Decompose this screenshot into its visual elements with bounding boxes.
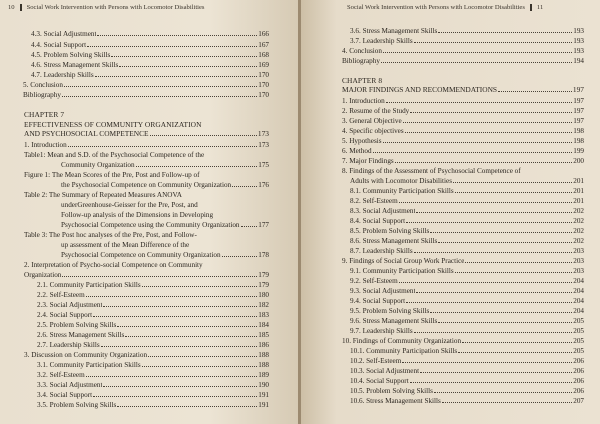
toc-entry-page: 173 [258,141,269,149]
toc-entry-page: 201 [573,177,584,185]
dot-leader [373,152,573,153]
toc-entry-page: 206 [573,387,584,395]
toc-entry-page: 166 [258,30,269,38]
toc-entry-page: 177 [258,221,269,229]
toc-entry-title: 10.1. Community Participation Skills [350,347,458,355]
toc-entry-page: 205 [573,317,584,325]
toc-entry [24,231,197,239]
toc-entry [24,130,269,138]
toc-entry-page: 202 [573,237,584,245]
toc-entry-title: 4.4. Social Support [31,41,87,49]
toc-entry [37,401,269,409]
dot-leader [416,212,572,213]
toc-entry-page: 191 [258,401,269,409]
toc-entry [350,207,584,215]
toc-entry-page: 205 [573,347,584,355]
toc-entry-title: 10.2. Self-Esteem [350,357,402,365]
toc-entry [342,97,584,105]
chapter-heading-text: EFFECTIVENESS OF COMMUNITY ORGANIZATION [24,120,202,129]
toc-entry-title: 3.6. Stress Management Skills [350,27,438,35]
toc-entry-title: Table 2: The Summary of Repeated Measures ANOVA [24,191,182,199]
toc-entry-title: underGreenhouse-Geisser for the Pre, Post, and [61,201,198,209]
toc-entry [342,47,584,55]
toc-entry-page: 206 [573,367,584,375]
dot-leader [136,166,258,167]
toc-entry [24,271,269,279]
toc-entry-page: 204 [573,297,584,305]
toc-entry-page: 188 [258,351,269,359]
left-page-number: 10 [8,4,15,12]
dot-leader [402,362,572,363]
dot-leader [414,332,573,333]
dot-leader [399,202,573,203]
toc-entry [24,261,203,269]
toc-entry-page: 180 [258,291,269,299]
dot-leader [222,256,258,257]
toc-entry-page: 186 [258,341,269,349]
chapter-heading [24,120,202,129]
toc-entry [350,357,584,365]
toc-entry-title: 9.1. Community Participation Skills [350,267,454,275]
toc-entry-title: AND PSYCHOSOCIAL COMPETENCE [24,130,149,138]
toc-entry [350,27,584,35]
toc-entry-page: 198 [573,137,584,145]
toc-entry [37,311,269,319]
dot-leader [150,135,257,136]
dot-leader [383,142,573,143]
toc-entry [24,351,269,359]
toc-entry-title: 4. Specific objectives [342,127,404,135]
dot-leader [434,392,572,393]
dot-leader [453,182,572,183]
dot-leader [111,56,257,57]
dot-leader [87,46,257,47]
toc-entry [350,387,584,395]
toc-entry-title: Table 3: The Post hoc analyses of the Pre, Post, and Follow- [24,231,197,239]
toc-entry-title: 9. Findings of Social Group Work Practice [342,257,465,265]
toc-entry-title: Organization [24,271,62,279]
toc-entry [24,171,200,179]
toc-entry-title: 10.6. Stress Management Skills [350,397,441,405]
toc-entry [37,391,269,399]
toc-entry-title: Community Organization [61,161,135,169]
toc-entry-title: 3.4. Social Support [37,391,93,399]
toc-entry [31,71,269,79]
toc-entry [24,191,182,199]
toc-entry [342,86,584,94]
dot-leader [414,252,573,253]
toc-entry [350,197,584,205]
toc-entry-page: 194 [573,57,584,65]
toc-entry-page: 202 [573,217,584,225]
toc-entry-page: 182 [258,301,269,309]
dot-leader [101,346,258,347]
toc-entry-title: 5. Hypothesis [342,137,382,145]
toc-entry [61,221,269,229]
toc-entry-title: 1. Introduction [24,141,67,149]
right-page-header [347,4,543,11]
toc-entry [61,251,269,259]
toc-entry [61,161,269,169]
dot-leader [95,76,258,77]
right-page [301,0,600,424]
dot-leader [386,102,573,103]
dot-leader [241,226,258,227]
dot-leader [148,356,257,357]
toc-entry-page: 191 [258,391,269,399]
toc-entry-page: 204 [573,287,584,295]
dot-leader [86,296,258,297]
dot-leader [438,322,572,323]
dot-leader [455,192,573,193]
right-page-number: 11 [536,4,544,12]
dot-leader [119,66,257,67]
left-page-header [8,4,205,11]
toc-entry-page: 190 [258,381,269,389]
toc-entry-page: 184 [258,321,269,329]
toc-entry-page: 197 [573,97,584,105]
toc-entry [342,107,584,115]
toc-entry-page: 205 [573,327,584,335]
toc-entry [342,127,584,135]
toc-entry [31,41,269,49]
toc-entry-title: 3.7. Leadership Skills [350,37,413,45]
toc-entry-page: 199 [573,147,584,155]
toc-entry-title: 2.1. Community Participation Skills [37,281,141,289]
toc-entry-title: 8.7. Leadership Skills [350,247,413,255]
toc-entry-page: 185 [258,331,269,339]
dot-leader [406,302,572,303]
toc-entry [342,117,584,125]
toc-entry-page: 200 [573,157,584,165]
toc-entry-title: Psychosocial Competence using the Community Organization [61,221,240,229]
chapter-heading-text: CHAPTER 7 [24,110,65,119]
dot-leader [498,91,572,92]
toc-entry-title: Adults with Locomotor Disabilities [350,177,453,185]
toc-entry-page: 203 [573,247,584,255]
toc-entry [350,307,584,315]
toc-entry [37,371,269,379]
toc-entry-title: 2.6. Stress Management Skills [37,331,125,339]
dot-leader [430,312,572,313]
toc-entry [350,247,584,255]
toc-entry-page: 204 [573,307,584,315]
toc-entry-page: 202 [573,207,584,215]
toc-entry-title: 1. Introduction [342,97,385,105]
toc-entry-title: 8.4. Social Support [350,217,406,225]
dot-leader [430,232,572,233]
toc-entry-title: 2.3. Social Adjustment [37,301,103,309]
toc-entry-title: 4.6. Stress Management Skills [31,61,119,69]
toc-entry-page: 205 [573,337,584,345]
toc-entry-title: Figure 1: The Mean Scores of the Pre, Post and Follow-up of [24,171,200,179]
dot-leader [458,352,572,353]
toc-entry-page: 189 [258,371,269,379]
dot-leader [442,402,572,403]
toc-entry-page: 202 [573,227,584,235]
toc-entry-title: Follow-up analysis of the Dimensions in Developing [61,211,214,219]
dot-leader [405,132,573,133]
toc-entry-title: 10.5. Problem Solving Skills [350,387,433,395]
toc-entry-title: 2. Interpretation of Psycho-social Competence on Community [24,261,203,269]
toc-entry-title: Bibliography [342,57,380,65]
toc-entry-page: 193 [573,37,584,45]
dot-leader [86,376,258,377]
toc-entry [342,167,521,175]
dot-leader [93,396,257,397]
toc-entry-title: up assessment of the Mean Difference of the [61,241,190,249]
toc-entry [37,301,269,309]
toc-entry [24,151,204,159]
dot-leader [142,366,258,367]
toc-entry-title: Bibliography [23,91,61,99]
toc-entry [350,177,584,185]
dot-leader [97,35,257,36]
toc-entry-title: 9.5. Problem Solving Skills [350,307,430,315]
toc-entry-page: 170 [258,71,269,79]
toc-entry-title: 9.3. Social Adjustment [350,287,416,295]
toc-entry-title: 8.3. Social Adjustment [350,207,416,215]
toc-entry-title: 10.4. Social Support [350,377,409,385]
toc-entry-page: 197 [573,117,584,125]
toc-entry [23,81,269,89]
toc-entry-page: 207 [573,397,584,405]
toc-entry [350,277,584,285]
dot-leader [438,32,572,33]
dot-leader [64,86,257,87]
toc-entry-page: 168 [258,51,269,59]
toc-entry [61,181,269,189]
toc-entry-title: 4.3. Social Adjustment [31,30,97,38]
toc-entry-page: 175 [258,161,269,169]
dot-leader [462,342,572,343]
toc-entry-page: 169 [258,61,269,69]
dot-leader [117,406,257,407]
dot-leader [455,272,573,273]
left-page [0,0,299,424]
dot-leader [406,222,572,223]
toc-entry [37,281,269,289]
dot-leader [142,286,258,287]
toc-entry-title: 9.2. Self-Esteem [350,277,398,285]
dot-leader [410,382,573,383]
toc-entry [350,227,584,235]
toc-entry-title: 2.7. Leadership Skills [37,341,100,349]
toc-entry-page: 183 [258,311,269,319]
left-running-head: Social Work Intervention with Persons with Locomotor Disabilities [26,4,205,12]
right-running-head: Social Work Intervention with Persons with Locomotor Disabilities [347,4,525,12]
dot-leader [416,292,572,293]
toc-entry-page: 206 [573,377,584,385]
toc-entry [61,241,189,249]
toc-entry-title: 6. Method [342,147,372,155]
toc-entry-title: 2.4. Social Support [37,311,93,319]
toc-entry [350,377,584,385]
toc-entry-page: 179 [258,271,269,279]
toc-entry-title: 4.7. Leadership Skills [31,71,94,79]
toc-entry-title: 8.2. Self-Esteem [350,197,398,205]
toc-entry-title: 3.1. Community Participation Skills [37,361,141,369]
toc-entry-title: 9.4. Social Support [350,297,406,305]
dot-leader [410,112,572,113]
toc-entry-title: 2.5. Problem Solving Skills [37,321,117,329]
chapter-heading [24,110,64,119]
header-divider [20,4,22,11]
toc-entry-title: 10. Findings of Community Organization [342,337,462,345]
toc-entry-page: 201 [573,187,584,195]
chapter-heading-text: CHAPTER 8 [342,76,383,85]
toc-entry-page: 170 [258,91,269,99]
toc-entry-page: 197 [573,107,584,115]
toc-entry [350,237,584,245]
toc-entry-title: 7. Major Findings [342,157,394,165]
toc-entry-page: 204 [573,277,584,285]
chapter-heading [342,76,382,85]
toc-entry [24,141,269,149]
toc-entry-page: 188 [258,361,269,369]
toc-entry-title: 3. General Objective [342,117,402,125]
toc-entry [37,381,269,389]
dot-leader [68,146,258,147]
toc-entry [342,337,584,345]
toc-entry-title: 2. Resume of the Study [342,107,410,115]
toc-entry [23,91,269,99]
toc-entry-page: 197 [572,85,584,94]
toc-entry-title: Table1: Mean and S.D. of the Psychosocial Competence of the [24,151,205,159]
dot-leader [420,372,572,373]
toc-entry [342,147,584,155]
toc-entry-page: 178 [258,251,269,259]
toc-entry [350,327,584,335]
toc-entry-title: 8.6. Stress Management Skills [350,237,438,245]
toc-entry [31,30,269,38]
toc-entry-title: 9.6. Stress Management Skills [350,317,438,325]
toc-entry-page: 203 [573,267,584,275]
toc-entry [350,217,584,225]
toc-entry-title: 3. Discussion on Community Organization [24,351,148,359]
toc-entry-page: 198 [573,127,584,135]
header-divider [530,4,532,11]
dot-leader [103,306,257,307]
toc-entry-title: 3.2. Self-Esteem [37,371,85,379]
dot-leader [93,316,257,317]
toc-entry [342,257,584,265]
toc-entry-title: 3.5. Problem Solving Skills [37,401,117,409]
toc-entry-page: 193 [573,27,584,35]
dot-leader [125,336,257,337]
toc-entry-title: 5. Conclusion [23,81,63,89]
dot-leader [103,386,257,387]
dot-leader [62,96,257,97]
dot-leader [383,52,572,53]
toc-entry [61,201,198,209]
toc-entry [37,291,269,299]
toc-entry [350,267,584,275]
dot-leader [399,282,573,283]
dot-leader [117,326,257,327]
toc-entry [37,321,269,329]
toc-entry [37,341,269,349]
toc-entry [350,317,584,325]
toc-entry-title: 4. Conclusion [342,47,382,55]
toc-entry [31,61,269,69]
toc-entry-page: 173 [257,129,269,138]
toc-entry-title: 2.2. Self-Esteem [37,291,85,299]
toc-entry [61,211,213,219]
toc-entry-title: 9.7. Leadership Skills [350,327,413,335]
toc-entry [31,51,269,59]
toc-entry [350,367,584,375]
toc-entry [350,297,584,305]
toc-entry [342,157,584,165]
toc-entry-title: 3.3. Social Adjustment [37,381,103,389]
toc-entry [350,347,584,355]
dot-leader [414,42,573,43]
toc-entry-page: 201 [573,197,584,205]
toc-entry-title: 10.3. Social Adjustment [350,367,420,375]
toc-entry-page: 193 [573,47,584,55]
toc-entry-page: 206 [573,357,584,365]
toc-entry-title: 8. Findings of the Assessment of Psychosocial Competence of [342,167,521,175]
dot-leader [465,262,572,263]
toc-entry [342,57,584,65]
toc-entry [37,331,269,339]
toc-entry-title: 4.5. Problem Solving Skills [31,51,111,59]
toc-entry-title: 8.5. Problem Solving Skills [350,227,430,235]
toc-entry [37,361,269,369]
toc-entry-title: Psychosocial Competence on Community Organization [61,251,221,259]
dot-leader [403,122,573,123]
toc-entry [350,287,584,295]
dot-leader [438,242,572,243]
dot-leader [62,276,257,277]
toc-entry [350,187,584,195]
dot-leader [381,62,572,63]
toc-entry-page: 179 [258,281,269,289]
toc-entry-page: 203 [573,257,584,265]
toc-entry-page: 176 [258,181,269,189]
toc-entry-title: 8.1. Community Participation Skills [350,187,454,195]
toc-entry-title: MAJOR FINDINGS AND RECOMMENDATIONS [342,86,498,94]
toc-entry [350,37,584,45]
toc-entry-title: the Psychosocial Competence on Community Organization [61,181,232,189]
dot-leader [395,162,573,163]
toc-entry [342,137,584,145]
toc-entry-page: 167 [258,41,269,49]
toc-entry-page: 170 [258,81,269,89]
dot-leader [232,186,257,187]
toc-entry [350,397,584,405]
